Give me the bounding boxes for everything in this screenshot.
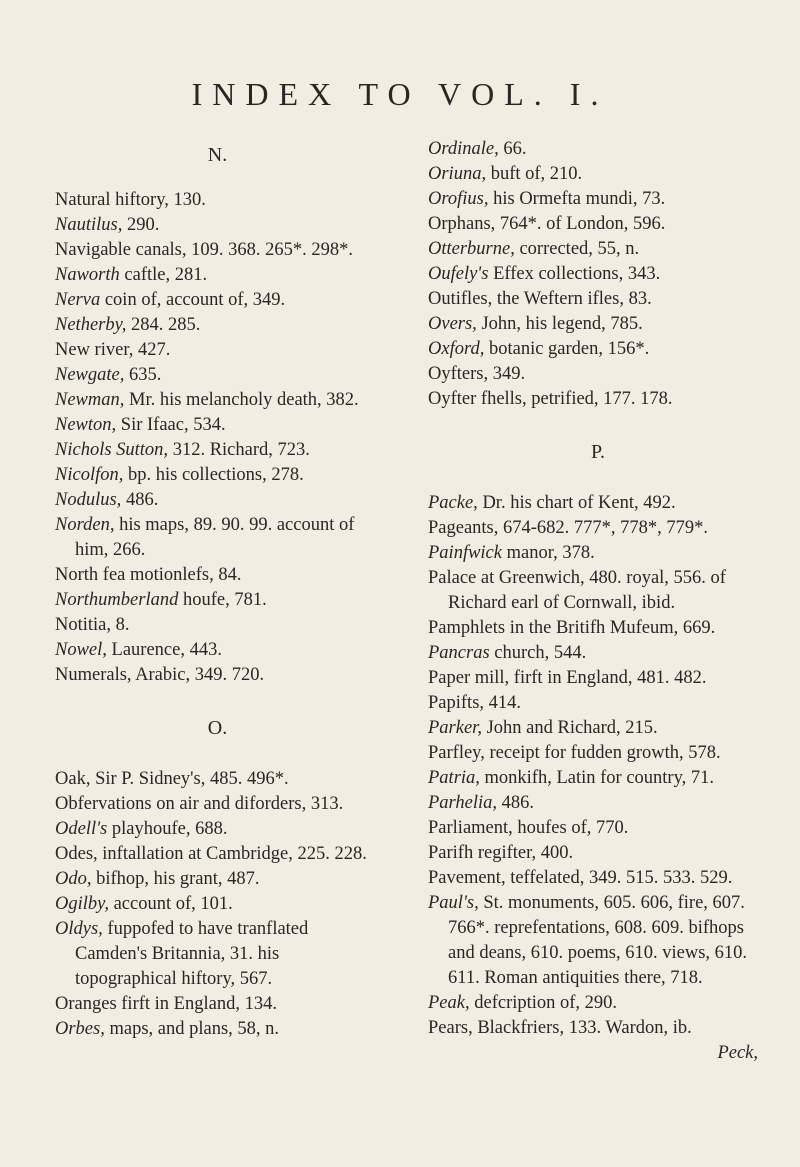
entry-text: 635. xyxy=(124,365,162,385)
entry-headword: Nichols Sutton, xyxy=(55,440,169,460)
entry-headword: Nerva xyxy=(55,290,101,310)
entry-text: New river, 427. xyxy=(55,340,171,360)
entry-headword: Peak, xyxy=(428,993,470,1013)
index-entry xyxy=(428,616,768,641)
entry-text: Effex collections, 343. xyxy=(488,264,661,284)
index-entry xyxy=(55,238,380,263)
index-entry xyxy=(428,312,768,337)
index-entry xyxy=(55,1017,380,1042)
index-entry xyxy=(55,663,380,688)
index-entry xyxy=(55,188,380,213)
entry-headword: Nautilus, xyxy=(55,215,123,235)
index-entry xyxy=(55,842,380,867)
index-entry xyxy=(428,337,768,362)
index-entry xyxy=(428,566,768,616)
entry-text: church, 544. xyxy=(489,643,587,663)
entry-headword: Newgate, xyxy=(55,365,125,385)
index-entry xyxy=(55,638,380,663)
index-entry xyxy=(55,588,380,613)
entry-text: playhoufe, 688. xyxy=(107,819,228,839)
entry-text: 486. xyxy=(497,793,535,813)
n-entries xyxy=(55,188,380,688)
entry-text: Parliament, houfes of, 770. xyxy=(428,818,629,838)
index-entry xyxy=(428,187,768,212)
index-entry xyxy=(55,867,380,892)
entry-text: botanic garden, 156*. xyxy=(484,339,650,359)
entry-text: St. monuments, 605. 606, fire, 607. 766*. reprefentations, 608. 609. bifhops and deans, 610. poems, 610. views, 610. 611. Roman antiquities there, 718. xyxy=(448,893,748,988)
section-letter-n: N. xyxy=(207,144,228,166)
index-entry xyxy=(55,792,380,817)
index-entry xyxy=(428,162,768,187)
index-entry xyxy=(55,563,380,588)
entry-text: maps, and plans, 58, n. xyxy=(104,1019,280,1039)
index-entry xyxy=(55,767,380,792)
index-entry xyxy=(428,516,768,541)
index-entry xyxy=(55,488,380,513)
entry-text: Notitia, 8. xyxy=(55,615,130,635)
index-entry xyxy=(55,363,380,388)
index-entry xyxy=(428,1016,768,1041)
index-entry xyxy=(428,262,768,287)
entry-text: Parifh regifter, 400. xyxy=(428,843,574,863)
entry-text: 312. Richard, 723. xyxy=(168,440,310,460)
index-entry xyxy=(428,866,768,891)
entry-text: Oyfters, 349. xyxy=(428,364,526,384)
index-entry xyxy=(428,716,768,741)
entry-headword: Odo, xyxy=(55,869,92,889)
entry-text: Mr. his melancholy death, 382. xyxy=(124,390,359,410)
entry-text: John and Richard, 215. xyxy=(481,718,658,738)
p-entries xyxy=(428,491,768,1041)
entry-headword: Naworth xyxy=(55,265,120,285)
entry-headword: Ogilby, xyxy=(55,894,109,914)
entry-headword: Painfwick xyxy=(428,543,502,563)
entry-text: account of, 101. xyxy=(108,894,233,914)
entry-headword: Otterburne, xyxy=(428,239,515,259)
entry-headword: Parker, xyxy=(428,718,482,738)
entry-text: corrected, 55, n. xyxy=(514,239,640,259)
entry-text: bifhop, his grant, 487. xyxy=(91,869,260,889)
index-entry xyxy=(55,892,380,917)
entry-text: Obfervations on air and diforders, 313. xyxy=(55,794,344,814)
entry-text: 284. 285. xyxy=(126,315,201,335)
entry-headword: Paul's, xyxy=(428,893,479,913)
index-entry xyxy=(55,917,380,992)
entry-headword: Packe, xyxy=(428,493,478,513)
index-entry xyxy=(428,816,768,841)
index-entry xyxy=(428,212,768,237)
index-entry xyxy=(55,388,380,413)
index-entry xyxy=(428,891,768,991)
index-entry xyxy=(428,541,768,566)
index-entry xyxy=(55,613,380,638)
index-entry xyxy=(428,666,768,691)
entry-headword: Oldys, xyxy=(55,919,103,939)
right-column xyxy=(428,137,768,1066)
entry-headword: Orofius, xyxy=(428,189,489,209)
entry-text: North fea motionlefs, 84. xyxy=(55,565,242,585)
entry-headword: Nodulus, xyxy=(55,490,122,510)
index-entry xyxy=(55,463,380,488)
entry-text: Oranges firft in England, 134. xyxy=(55,994,277,1014)
index-entry xyxy=(428,991,768,1016)
o-entries-left xyxy=(55,767,380,1042)
entry-text: Laurence, 443. xyxy=(106,640,222,660)
index-entry xyxy=(428,691,768,716)
index-entry xyxy=(55,413,380,438)
index-entry xyxy=(428,791,768,816)
index-entry xyxy=(428,741,768,766)
index-entry xyxy=(55,263,380,288)
entry-text: manor, 378. xyxy=(501,543,595,563)
entry-text: John, his legend, 785. xyxy=(476,314,643,334)
entry-text: 486. xyxy=(121,490,159,510)
entry-headword: Netherby, xyxy=(55,315,127,335)
entry-text: his maps, 89. 90. 99. account of him, 266. xyxy=(75,515,355,560)
index-entry xyxy=(428,491,768,516)
index-entry xyxy=(428,362,768,387)
index-entry xyxy=(428,766,768,791)
entry-text: Orphans, 764*. of London, 596. xyxy=(428,214,666,234)
entry-text: Pears, Blackfriers, 133. Wardon, ib. xyxy=(428,1018,692,1038)
entry-text: Pavement, teffelated, 349. 515. 533. 529. xyxy=(428,868,733,888)
entry-text: Dr. his chart of Kent, 492. xyxy=(477,493,676,513)
entry-headword: Parhelia, xyxy=(428,793,498,813)
entry-headword: Oriuna, xyxy=(428,164,487,184)
entry-text: Paper mill, firft in England, 481. 482. xyxy=(428,668,707,688)
entry-text: Oyfter fhells, petrified, 177. 178. xyxy=(428,389,673,409)
entry-text: Pamphlets in the Britifh Mufeum, 669. xyxy=(428,618,716,638)
catchword: Peck, xyxy=(717,1043,758,1063)
entry-text: fuppofed to have tranflated Camden's Britannia, 31. his topographical hiftory, 567. xyxy=(75,919,309,989)
index-entry xyxy=(55,213,380,238)
page-title: INDEX TO VOL. I. xyxy=(191,76,609,112)
entry-text: Sir Ifaac, 534. xyxy=(116,415,226,435)
entry-text: caftle, 281. xyxy=(119,265,208,285)
entry-text: Parfley, receipt for fudden growth, 578. xyxy=(428,743,721,763)
entry-headword: Patria, xyxy=(428,768,480,788)
entry-text: 290. xyxy=(122,215,160,235)
index-entry xyxy=(55,992,380,1017)
entry-headword: Overs, xyxy=(428,314,477,334)
entry-headword: Odell's xyxy=(55,819,108,839)
entry-headword: Newton, xyxy=(55,415,117,435)
entry-headword: Oxford, xyxy=(428,339,485,359)
section-letter-o: O. xyxy=(207,717,228,739)
entry-text: Odes, inftallation at Cambridge, 225. 228. xyxy=(55,844,367,864)
entry-text: monkifh, Latin for country, 71. xyxy=(479,768,715,788)
index-entry xyxy=(55,438,380,463)
index-entry xyxy=(428,287,768,312)
left-column xyxy=(55,137,380,1042)
entry-text: defcription of, 290. xyxy=(469,993,618,1013)
entry-headword: Orbes, xyxy=(55,1019,105,1039)
entry-text: Pageants, 674-682. 777*, 778*, 779*. xyxy=(428,518,709,538)
entry-text: Numerals, Arabic, 349. 720. xyxy=(55,665,265,685)
index-entry xyxy=(428,237,768,262)
index-entry xyxy=(55,513,380,563)
index-entry xyxy=(428,137,768,162)
entry-text: Papifts, 414. xyxy=(428,693,522,713)
entry-text: 66. xyxy=(498,139,527,159)
index-entry xyxy=(428,641,768,666)
index-entry xyxy=(428,841,768,866)
entry-headword: Norden, xyxy=(55,515,115,535)
index-entry xyxy=(55,817,380,842)
index-entry xyxy=(428,387,768,412)
entry-text: bp. his collections, 278. xyxy=(123,465,304,485)
index-entry xyxy=(55,288,380,313)
entry-text: buft of, 210. xyxy=(486,164,583,184)
o-entries-right xyxy=(428,137,768,412)
entry-headword: Pancras xyxy=(428,643,490,663)
entry-headword: Newman, xyxy=(55,390,125,410)
entry-headword: Oufely's xyxy=(428,264,489,284)
entry-text: Oak, Sir P. Sidney's, 485. 496*. xyxy=(55,769,289,789)
section-letter-p: P. xyxy=(591,441,605,463)
index-entry xyxy=(55,313,380,338)
entry-text: Navigable canals, 109. 368. 265*. 298*. xyxy=(55,240,353,260)
index-entry xyxy=(55,338,380,363)
entry-headword: Ordinale, xyxy=(428,139,499,159)
entry-text: Palace at Greenwich, 480. royal, 556. of Richard earl of Cornwall, ibid. xyxy=(428,568,726,613)
entry-text: houfe, 781. xyxy=(178,590,267,610)
entry-text: Natural hiftory, 130. xyxy=(55,190,206,210)
entry-text: Outifles, the Weftern ifles, 83. xyxy=(428,289,652,309)
entry-headword: Northumberland xyxy=(55,590,179,610)
entry-text: his Ormefta mundi, 73. xyxy=(488,189,666,209)
entry-headword: Nowel, xyxy=(55,640,107,660)
entry-headword: Nicolfon, xyxy=(55,465,124,485)
entry-text: coin of, account of, 349. xyxy=(100,290,286,310)
